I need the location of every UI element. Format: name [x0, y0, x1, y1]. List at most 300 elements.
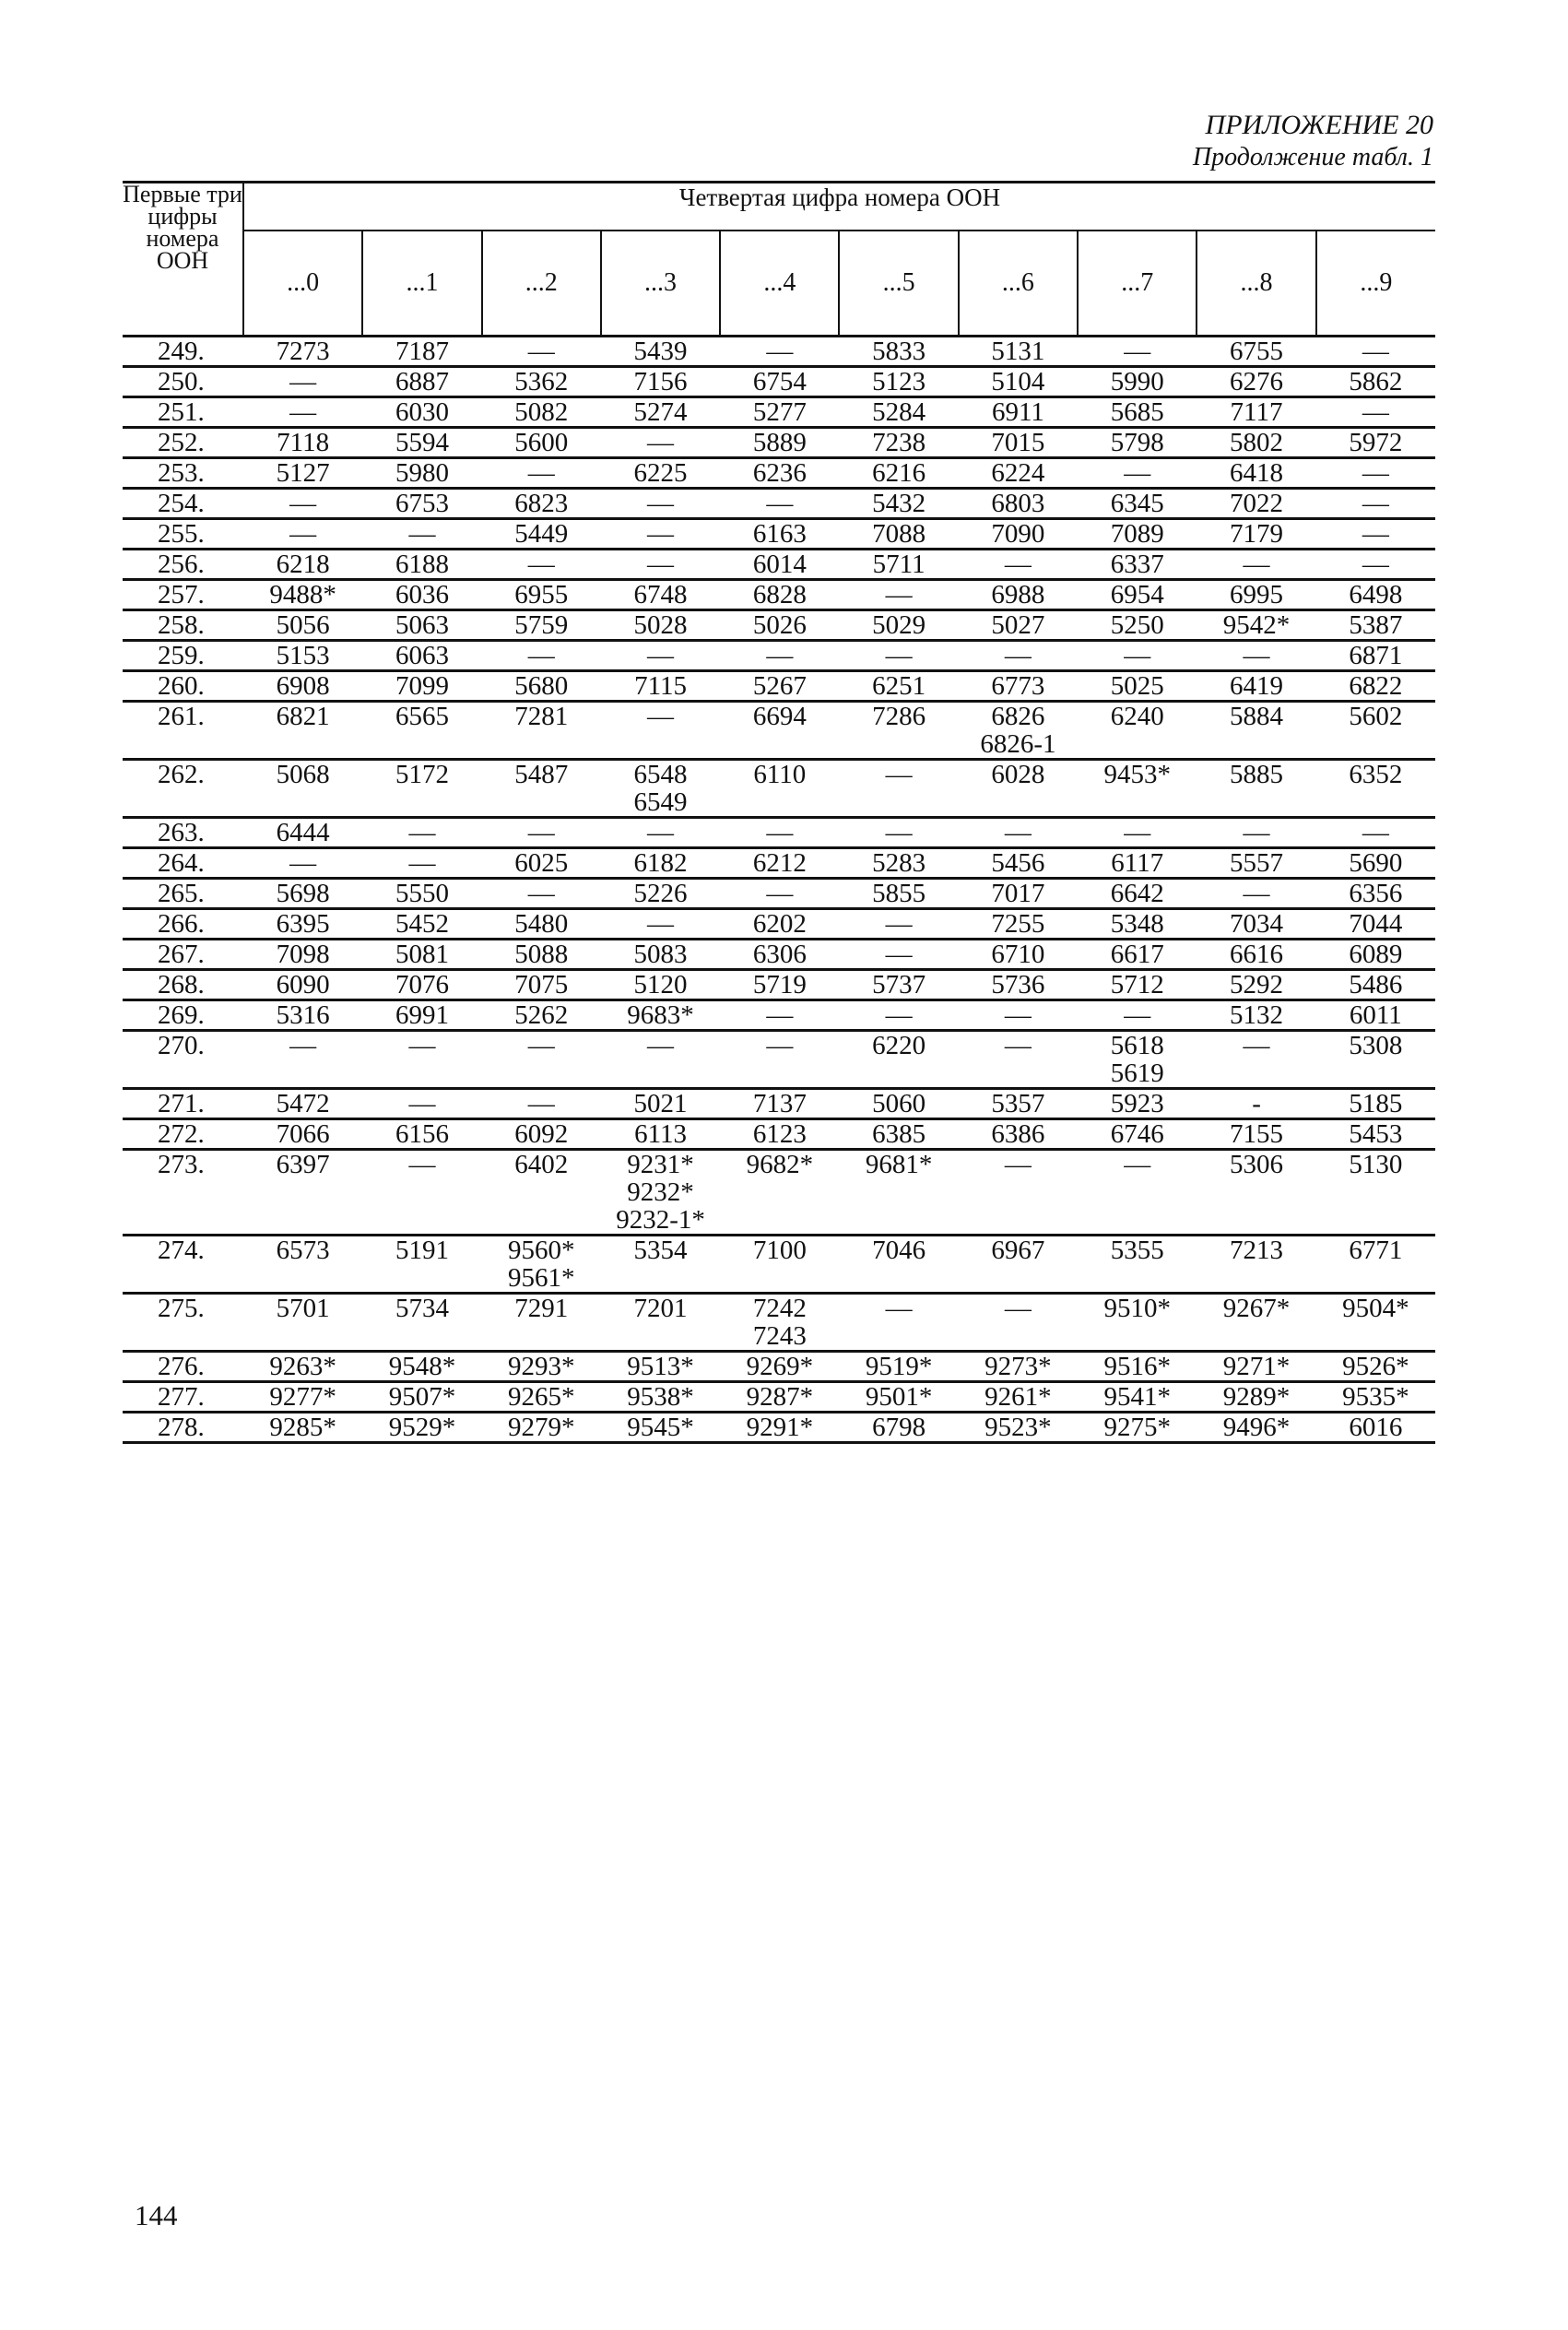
un-number-cell: 6395: [276, 909, 330, 939]
un-number-cell: —: [1243, 1031, 1270, 1060]
un-number-cell: —: [1362, 458, 1389, 488]
un-number-cell: 9535*: [1342, 1382, 1409, 1412]
un-number-cell: 6212: [752, 848, 807, 878]
un-number-cell: 9289*: [1222, 1382, 1291, 1412]
un-number-cell: 5262: [514, 1000, 569, 1030]
un-number-cell: 9513*: [627, 1352, 694, 1381]
un-number-cell: 6871: [1349, 641, 1403, 670]
un-number-cell: —: [1124, 641, 1151, 670]
un-number-cell: —: [1362, 519, 1389, 549]
un-number-cell: 5025: [1110, 671, 1164, 701]
continuation-note: Продолжение табл. 1: [1192, 143, 1433, 171]
un-number-cell: 5127: [276, 458, 330, 488]
un-number-cell: 7118: [277, 428, 330, 457]
un-number-cell: 5685: [1110, 397, 1164, 427]
un-number-cell: —: [766, 337, 794, 366]
un-number-cell: 7291: [514, 1294, 569, 1323]
row-prefix: 269.: [158, 1000, 205, 1030]
un-number-cell: 6016: [1349, 1413, 1403, 1442]
un-number-cell: 5153: [276, 641, 330, 670]
un-number-cell: —: [885, 760, 913, 789]
table-row: [123, 970, 1435, 1000]
un-number-cell: 7201: [633, 1294, 688, 1323]
row-prefix: 268.: [158, 970, 205, 999]
un-number-cell: 6694: [752, 702, 807, 731]
un-number-cell: 5306: [1230, 1150, 1284, 1179]
un-number-cell: —: [1362, 550, 1389, 579]
un-number-cell: 9523*: [984, 1413, 1052, 1442]
row-prefix: 272.: [158, 1119, 205, 1149]
un-number-cell: 5680: [514, 671, 569, 701]
un-number-cell: 6014: [752, 550, 807, 579]
un-number-cell: 5387: [1349, 610, 1403, 640]
un-number-cell: —: [1004, 1031, 1032, 1060]
un-number-cell: 5355: [1110, 1236, 1164, 1265]
un-number-cell: 5698: [276, 879, 330, 908]
un-number-cell: 6771: [1349, 1236, 1403, 1265]
un-number-cell: —: [1243, 818, 1270, 847]
row-prefix: 258.: [158, 610, 205, 640]
un-number-cell: 5737: [872, 970, 926, 999]
un-number-cell: 6113: [634, 1119, 687, 1149]
un-number-cell: 6746: [1110, 1119, 1164, 1149]
un-number-cell: —: [527, 1031, 555, 1060]
un-number-cell: 5292: [1230, 970, 1284, 999]
un-number-cell: 5486: [1349, 970, 1403, 999]
un-number-cell: 9285*: [269, 1413, 336, 1442]
table-row: [123, 1352, 1435, 1382]
row-prefix: 255.: [158, 519, 205, 549]
un-number-cell: 5354: [633, 1236, 688, 1265]
un-number-cell: 5308: [1349, 1031, 1403, 1060]
un-number-cell: 5480: [514, 909, 569, 939]
un-number-cell: 6117: [1111, 848, 1164, 878]
un-number-cell: —: [1362, 397, 1389, 427]
row-prefix: 265.: [158, 879, 205, 908]
digit-header: ...2: [482, 231, 601, 337]
row-prefix: 274.: [158, 1236, 205, 1265]
table-row: [123, 641, 1435, 671]
un-number-cell: —: [1362, 489, 1389, 518]
un-number-cell: —: [885, 641, 913, 670]
un-number-cell: 9548*: [388, 1352, 456, 1381]
un-number-cell: 5885: [1230, 760, 1284, 789]
un-number-cell: 5736: [991, 970, 1045, 999]
un-number-cell: 5759: [514, 610, 569, 640]
un-number-cell: 5104: [991, 367, 1045, 396]
un-number-cell: 6995: [1230, 580, 1284, 609]
un-number-cell: 5185: [1349, 1089, 1403, 1118]
un-number-cell: —: [289, 1031, 317, 1060]
un-number-cell: —: [1124, 1000, 1151, 1030]
un-number-cell: 9496*: [1222, 1413, 1291, 1442]
un-number-cell: 9526*: [1342, 1352, 1409, 1381]
table-row: [123, 1000, 1435, 1031]
un-number-cell: —: [408, 848, 436, 878]
un-number-table: [123, 181, 1435, 1444]
row-prefix: 275.: [158, 1294, 205, 1323]
table-row: [123, 519, 1435, 550]
un-number-cell: 5021: [633, 1089, 688, 1118]
un-number-cell: 7115: [634, 671, 687, 701]
un-number-cell: 7137: [752, 1089, 807, 1118]
un-number-cell: 6402: [514, 1150, 569, 1179]
un-number-cell: —: [527, 641, 555, 670]
un-number-cell: 6826 6826-1: [980, 702, 1056, 759]
table-head: [123, 183, 1435, 337]
un-number-cell: 6092: [514, 1119, 569, 1149]
un-number-cell: —: [289, 397, 317, 427]
un-number-cell: 6089: [1349, 940, 1403, 969]
un-number-cell: 9277*: [269, 1382, 336, 1412]
un-number-cell: 6397: [276, 1150, 330, 1179]
un-number-cell: 6110: [753, 760, 807, 789]
un-number-cell: 5026: [752, 610, 807, 640]
un-number-cell: —: [408, 1031, 436, 1060]
table-row: [123, 428, 1435, 458]
fourth-digit-header: Четвертая цифра номера ООН: [243, 183, 1435, 231]
un-number-cell: 5283: [872, 848, 926, 878]
digit-header: ...1: [362, 231, 481, 337]
un-number-cell: 9275*: [1103, 1413, 1171, 1442]
un-number-cell: 9293*: [507, 1352, 575, 1381]
un-number-cell: 7089: [1110, 519, 1164, 549]
un-number-cell: 5980: [395, 458, 449, 488]
digit-header: ...8: [1197, 231, 1315, 337]
un-number-cell: 5618 5619: [1110, 1031, 1164, 1088]
un-number-cell: —: [1362, 337, 1389, 366]
un-number-cell: 5923: [1110, 1089, 1164, 1118]
un-number-cell: 7076: [395, 970, 449, 999]
row-prefix: 256.: [158, 550, 205, 579]
un-number-cell: 5172: [395, 760, 449, 789]
row-prefix: 261.: [158, 702, 205, 731]
un-number-cell: 7238: [872, 428, 926, 457]
un-number-cell: 5855: [872, 879, 926, 908]
un-number-cell: 5060: [872, 1089, 926, 1118]
un-number-cell: 5472: [276, 1089, 330, 1118]
table-row: [123, 760, 1435, 818]
un-number-cell: 9231* 9232* 9232-1*: [616, 1150, 705, 1235]
un-number-cell: —: [1362, 818, 1389, 847]
un-number-cell: 5028: [633, 610, 688, 640]
row-prefix: 260.: [158, 671, 205, 701]
un-number-cell: —: [647, 818, 675, 847]
un-number-cell: 7156: [633, 367, 688, 396]
un-number-cell: —: [885, 909, 913, 939]
table-row: [123, 610, 1435, 641]
un-number-cell: 7088: [872, 519, 926, 549]
row-prefix: 273.: [158, 1150, 205, 1179]
un-number-cell: 7117: [1230, 397, 1283, 427]
un-number-cell: —: [766, 1031, 794, 1060]
table-row: [123, 671, 1435, 702]
un-number-cell: 6798: [872, 1413, 926, 1442]
un-number-cell: 5449: [514, 519, 569, 549]
un-number-cell: —: [1004, 1000, 1032, 1030]
un-number-cell: 5088: [514, 940, 569, 969]
un-number-cell: 5712: [1110, 970, 1164, 999]
un-number-cell: 6352: [1349, 760, 1403, 789]
un-number-cell: 6419: [1230, 671, 1284, 701]
row-prefix: 259.: [158, 641, 205, 670]
digit-header: ...0: [287, 268, 320, 297]
un-number-cell: 6988: [991, 580, 1045, 609]
un-number-cell: 5056: [276, 610, 330, 640]
un-number-cell: 6548 6549: [633, 760, 688, 817]
un-number-cell: 6337: [1110, 550, 1164, 579]
row-prefix: 277.: [158, 1382, 205, 1412]
un-number-cell: 5833: [872, 337, 926, 366]
un-number-cell: —: [408, 1150, 436, 1179]
un-number-cell: 5711: [872, 550, 925, 579]
un-number-cell: 6306: [752, 940, 807, 969]
un-number-cell: 5277: [752, 397, 807, 427]
un-number-cell: —: [527, 1089, 555, 1118]
un-number-cell: —: [885, 580, 913, 609]
un-number-cell: 9267*: [1222, 1294, 1291, 1323]
un-number-cell: 7090: [991, 519, 1045, 549]
digit-header: ...6: [959, 231, 1078, 337]
table-body: [123, 337, 1435, 1443]
un-number-cell: —: [1243, 879, 1270, 908]
un-number-cell: 7034: [1230, 909, 1284, 939]
un-number-cell: —: [1124, 458, 1151, 488]
un-number-cell: —: [1243, 641, 1270, 670]
un-number-cell: 9504*: [1342, 1294, 1409, 1323]
digit-header: ...7: [1078, 231, 1197, 337]
appendix-title: ПРИЛОЖЕНИЕ 20: [1205, 110, 1433, 140]
un-number-cell: 9683*: [627, 1000, 694, 1030]
un-number-cell: 6188: [395, 550, 449, 579]
table-row: [123, 1031, 1435, 1089]
un-number-cell: 6991: [395, 1000, 449, 1030]
row-prefix: 263.: [158, 818, 205, 847]
un-number-cell: 6822: [1349, 671, 1403, 701]
table-row: [123, 879, 1435, 909]
un-number-cell: —: [885, 818, 913, 847]
un-number-cell: 5267: [752, 671, 807, 701]
un-number-cell: 9488*: [269, 580, 336, 609]
un-number-cell: 6821: [276, 702, 330, 731]
un-number-cell: 9529*: [388, 1413, 456, 1442]
digit-header: ...9: [1316, 231, 1435, 337]
un-number-cell: 9263*: [269, 1352, 336, 1381]
un-number-cell: 5798: [1110, 428, 1164, 457]
un-number-cell: —: [1243, 550, 1270, 579]
un-number-cell: 6276: [1230, 367, 1284, 396]
un-number-cell: 7100: [752, 1236, 807, 1265]
un-number-cell: —: [647, 428, 675, 457]
un-number-cell: 5226: [633, 879, 688, 908]
un-number-cell: 5063: [395, 610, 449, 640]
un-number-cell: —: [766, 489, 794, 518]
un-number-cell: 6828: [752, 580, 807, 609]
un-number-cell: 6182: [633, 848, 688, 878]
un-number-cell: 6967: [991, 1236, 1045, 1265]
un-number-cell: —: [289, 367, 317, 396]
row-prefix: 278.: [158, 1413, 205, 1442]
un-number-cell: 5452: [395, 909, 449, 939]
table-row: [123, 550, 1435, 580]
un-number-cell: 5250: [1110, 610, 1164, 640]
un-number-cell: 7255: [991, 909, 1045, 939]
un-number-cell: 7066: [276, 1119, 330, 1149]
row-prefix: 257.: [158, 580, 205, 609]
row-prefix: 267.: [158, 940, 205, 969]
un-number-cell: 5734: [395, 1294, 449, 1323]
un-number-cell: 9507*: [388, 1382, 456, 1412]
un-number-cell: 7044: [1349, 909, 1403, 939]
un-number-cell: 6216: [872, 458, 926, 488]
un-number-cell: 6955: [514, 580, 569, 609]
un-number-cell: 6240: [1110, 702, 1164, 731]
un-number-cell: —: [1124, 337, 1151, 366]
table-row: [123, 1119, 1435, 1150]
un-number-cell: 5862: [1349, 367, 1403, 396]
row-prefix: 262.: [158, 760, 205, 789]
un-number-cell: 7273: [276, 337, 330, 366]
un-number-cell: 5284: [872, 397, 926, 427]
un-number-cell: 7017: [991, 879, 1045, 908]
un-number-cell: 5972: [1349, 428, 1403, 457]
un-number-cell: 9541*: [1103, 1382, 1171, 1412]
un-number-cell: 6710: [991, 940, 1045, 969]
un-number-cell: 6011: [1349, 1000, 1402, 1030]
un-number-cell: 6225: [633, 458, 688, 488]
table-row: [123, 1150, 1435, 1236]
row-prefix: 271.: [158, 1089, 205, 1118]
un-number-cell: 5594: [395, 428, 449, 457]
un-number-cell: 6025: [514, 848, 569, 878]
un-number-cell: 5432: [872, 489, 926, 518]
un-number-cell: —: [1004, 1294, 1032, 1323]
un-number-cell: 5550: [395, 879, 449, 908]
un-number-cell: —: [527, 458, 555, 488]
row-prefix: 250.: [158, 367, 205, 396]
un-number-cell: —: [289, 848, 317, 878]
row-prefix: 276.: [158, 1352, 205, 1381]
un-number-cell: —: [647, 909, 675, 939]
un-number-cell: 6386: [991, 1119, 1045, 1149]
un-number-cell: 7099: [395, 671, 449, 701]
un-number-cell: 6202: [752, 909, 807, 939]
un-number-cell: 6218: [276, 550, 330, 579]
table-row: [123, 337, 1435, 367]
un-number-cell: 6565: [395, 702, 449, 731]
un-number-cell: 5602: [1349, 702, 1403, 731]
un-number-cell: 5557: [1230, 848, 1284, 878]
un-number-cell: 7213: [1230, 1236, 1284, 1265]
un-number-cell: 5131: [991, 337, 1045, 366]
un-number-cell: 5884: [1230, 702, 1284, 731]
un-number-cell: 9516*: [1103, 1352, 1171, 1381]
un-number-cell: 6617: [1110, 940, 1164, 969]
un-number-cell: 9682*: [746, 1150, 814, 1179]
un-number-cell: 7046: [872, 1236, 926, 1265]
table-row: [123, 1413, 1435, 1443]
un-number-cell: 5439: [633, 337, 688, 366]
un-number-cell: —: [647, 550, 675, 579]
un-number-cell: 9545*: [627, 1413, 694, 1442]
un-number-cell: 9291*: [746, 1413, 814, 1442]
un-number-cell: 5083: [633, 940, 688, 969]
un-number-cell: 5802: [1230, 428, 1284, 457]
un-number-cell: 5027: [991, 610, 1045, 640]
un-number-cell: —: [1004, 550, 1032, 579]
un-number-cell: 5082: [514, 397, 569, 427]
row-prefix: 251.: [158, 397, 205, 427]
un-number-cell: 9287*: [746, 1382, 814, 1412]
un-number-cell: 6345: [1110, 489, 1164, 518]
un-number-cell: 7155: [1230, 1119, 1284, 1149]
un-number-cell: —: [289, 489, 317, 518]
un-number-cell: 6251: [872, 671, 926, 701]
table-row: [123, 940, 1435, 970]
table-row: [123, 1089, 1435, 1119]
row-prefix: 266.: [158, 909, 205, 939]
un-number-cell: 5316: [276, 1000, 330, 1030]
un-number-cell: 6156: [395, 1119, 449, 1149]
un-number-cell: —: [647, 489, 675, 518]
un-number-cell: 6236: [752, 458, 807, 488]
un-number-cell: —: [289, 519, 317, 549]
un-number-cell: —: [885, 1000, 913, 1030]
un-number-cell: 6573: [276, 1236, 330, 1265]
table-row: [123, 367, 1435, 397]
un-number-cell: 5123: [872, 367, 926, 396]
un-number-cell: 7281: [514, 702, 569, 731]
un-number-cell: 7098: [276, 940, 330, 969]
un-number-cell: 5068: [276, 760, 330, 789]
un-number-cell: —: [527, 879, 555, 908]
row-prefix: 270.: [158, 1031, 205, 1060]
un-number-cell: 5029: [872, 610, 926, 640]
un-number-cell: 7179: [1230, 519, 1284, 549]
un-number-cell: 5130: [1349, 1150, 1403, 1179]
un-number-cell: 9271*: [1222, 1352, 1291, 1381]
un-number-cell: 6823: [514, 489, 569, 518]
un-number-cell: 9265*: [507, 1382, 575, 1412]
un-number-cell: —: [647, 1031, 675, 1060]
un-number-cell: 5348: [1110, 909, 1164, 939]
row-prefix: 252.: [158, 428, 205, 457]
digit-header: ...3: [601, 231, 720, 337]
un-number-cell: 6753: [395, 489, 449, 518]
row-prefix: 254.: [158, 489, 205, 518]
page-number: 144: [135, 2199, 178, 2231]
un-number-cell: 6887: [395, 367, 449, 396]
un-number-cell: 5132: [1230, 1000, 1284, 1030]
un-number-cell: 7075: [514, 970, 569, 999]
un-number-cell: 6954: [1110, 580, 1164, 609]
table-row: [123, 702, 1435, 760]
un-number-cell: 5274: [633, 397, 688, 427]
first-three-digits-header: Первые три цифры номера ООН: [123, 183, 243, 337]
un-number-cell: 7187: [395, 337, 449, 366]
un-number-cell: —: [647, 702, 675, 731]
un-number-cell: 6908: [276, 671, 330, 701]
un-number-cell: 5357: [991, 1089, 1045, 1118]
table-row: [123, 1294, 1435, 1352]
un-number-cell: 6616: [1230, 940, 1284, 969]
un-number-cell: —: [647, 641, 675, 670]
un-number-cell: 6773: [991, 671, 1045, 701]
un-number-cell: 5600: [514, 428, 569, 457]
un-number-cell: 5081: [395, 940, 449, 969]
un-number-cell: —: [527, 818, 555, 847]
un-number-cell: —: [408, 519, 436, 549]
